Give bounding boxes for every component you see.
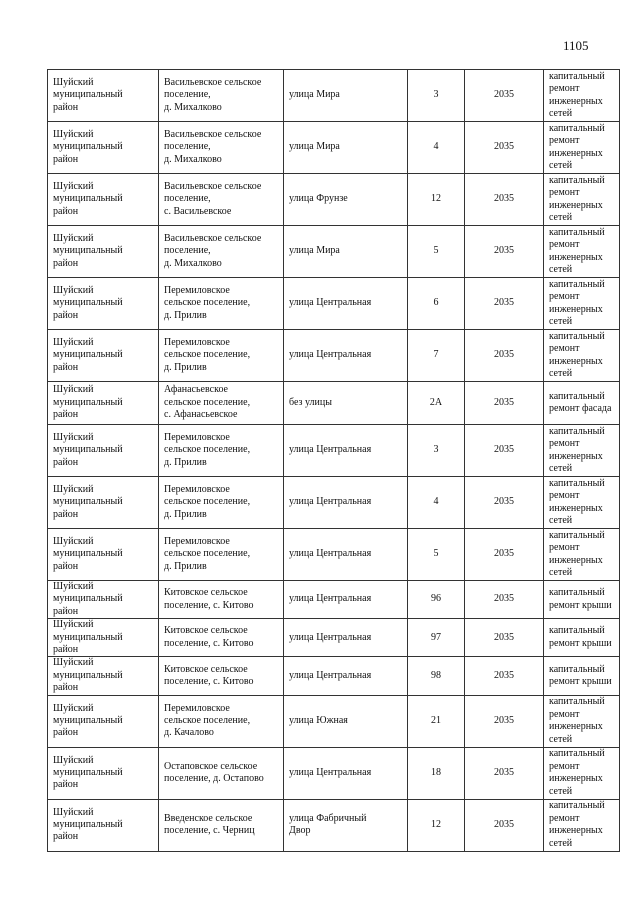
settlement-cell: [159, 477, 284, 529]
street-cell: [284, 425, 408, 477]
year-cell: [465, 799, 544, 851]
year-cell-text: 2035: [494, 89, 514, 101]
settlement-cell: [159, 382, 284, 425]
house-number-cell: [408, 799, 465, 851]
street-cell: [284, 657, 408, 695]
district-cell: [48, 657, 159, 695]
settlement-cell-text: Введенское сельское поселение, с. Черниц: [164, 812, 255, 837]
work-type-cell: [544, 581, 620, 619]
settlement-cell: [159, 122, 284, 174]
settlement-cell: [159, 70, 284, 122]
work-type-cell: [544, 657, 620, 695]
house-number-cell: [408, 226, 465, 278]
year-cell: [465, 174, 544, 226]
work-type-cell-text: капитальный ремонт инженерных сетей: [549, 748, 605, 797]
work-type-cell: [544, 174, 620, 226]
settlement-cell: [159, 330, 284, 382]
work-type-cell-text: капитальный ремонт инженерных сетей: [549, 330, 605, 379]
house-number-cell-text: 12: [431, 818, 441, 830]
district-cell-text: Шуйский муниципальный район: [53, 581, 123, 617]
district-cell-text: Шуйский муниципальный район: [53, 702, 123, 739]
year-cell-text: 2035: [494, 548, 514, 560]
house-number-cell-text: 12: [431, 193, 441, 205]
settlement-cell-text: Остаповское сельское поселение, д. Остапово: [164, 760, 264, 785]
district-cell: [48, 425, 159, 477]
street-cell-text: улица Мира: [289, 245, 340, 257]
year-cell-text: 2035: [494, 669, 514, 681]
year-cell: [465, 70, 544, 122]
work-type-cell-text: капитальный ремонт инженерных сетей: [549, 529, 605, 578]
work-type-cell: [544, 425, 620, 477]
settlement-cell-text: Китовское сельское поселение, с. Китово: [164, 663, 254, 688]
street-cell-text: улица Центральная: [289, 766, 372, 778]
street-cell: [284, 330, 408, 382]
house-number-cell-text: 97: [431, 631, 441, 643]
district-cell: [48, 747, 159, 799]
district-cell: [48, 695, 159, 747]
settlement-cell-text: Китовское сельское поселение, с. Китово: [164, 587, 254, 611]
settlement-cell-text: Перемиловское сельское поселение, д. Прилив: [164, 284, 251, 321]
district-cell-text: Шуйский муниципальный район: [53, 384, 123, 421]
work-type-cell: [544, 226, 620, 278]
table-row: [48, 122, 620, 174]
year-cell-text: 2035: [494, 193, 514, 205]
work-type-cell-text: капитальный ремонт крыши: [549, 663, 612, 688]
table-row: [48, 529, 620, 581]
house-number-cell: [408, 382, 465, 425]
year-cell: [465, 278, 544, 330]
settlement-cell-text: Китовское сельское поселение, с. Китово: [164, 625, 254, 649]
street-cell-text: улица Центральная: [289, 593, 372, 605]
year-cell: [465, 529, 544, 581]
work-type-cell-text: капитальный ремонт инженерных сетей: [549, 278, 605, 327]
work-type-cell: [544, 278, 620, 330]
work-type-cell-text: капитальный ремонт инженерных сетей: [549, 70, 605, 119]
house-number-cell: [408, 278, 465, 330]
street-cell-text: улица Фрунзе: [289, 193, 348, 205]
house-number-cell-text: 98: [431, 669, 441, 681]
house-number-cell: [408, 330, 465, 382]
work-type-cell: [544, 799, 620, 851]
house-number-cell: [408, 581, 465, 619]
house-number-cell: [408, 425, 465, 477]
work-type-cell: [544, 747, 620, 799]
street-cell-text: улица Центральная: [289, 669, 372, 681]
year-cell: [465, 695, 544, 747]
house-number-cell-text: 3: [433, 444, 439, 456]
work-type-cell-text: капитальный ремонт инженерных сетей: [549, 226, 605, 275]
year-cell: [465, 747, 544, 799]
district-cell: [48, 122, 159, 174]
year-cell-text: 2035: [494, 349, 514, 361]
year-cell: [465, 382, 544, 425]
house-number-cell: [408, 747, 465, 799]
table-row: [48, 581, 620, 619]
settlement-cell: [159, 226, 284, 278]
house-number-cell-text: 3: [433, 89, 439, 101]
year-cell-text: 2035: [494, 593, 514, 605]
street-cell-text: без улицы: [289, 396, 332, 408]
district-cell-text: Шуйский муниципальный район: [53, 180, 123, 217]
work-type-cell: [544, 330, 620, 382]
year-cell-text: 2035: [494, 714, 514, 726]
settlement-cell-text: Афанасьевское сельское поселение, с. Афанасьевское: [164, 384, 251, 421]
year-cell-text: 2035: [494, 818, 514, 830]
district-cell: [48, 330, 159, 382]
district-cell: [48, 799, 159, 851]
street-cell-text: улица Центральная: [289, 297, 372, 309]
street-cell-text: улица Мира: [289, 141, 340, 153]
table-row: [48, 657, 620, 695]
table-row: [48, 425, 620, 477]
district-cell: [48, 619, 159, 657]
street-cell-text: улица Центральная: [289, 349, 372, 361]
house-number-cell-text: 21: [431, 714, 441, 726]
table-row: [48, 330, 620, 382]
house-number-cell: [408, 529, 465, 581]
street-cell: [284, 278, 408, 330]
year-cell: [465, 226, 544, 278]
house-number-cell-text: 4: [433, 496, 439, 508]
table-row: [48, 174, 620, 226]
table-row: [48, 278, 620, 330]
street-cell-text: улица Фабричный Двор: [289, 812, 367, 837]
house-number-cell: [408, 477, 465, 529]
year-cell-text: 2035: [494, 631, 514, 643]
district-cell-text: Шуйский муниципальный район: [53, 535, 123, 572]
street-cell: [284, 226, 408, 278]
house-number-cell: [408, 619, 465, 657]
street-cell-text: улица Центральная: [289, 548, 372, 560]
work-type-cell: [544, 122, 620, 174]
work-type-cell-text: капитальный ремонт инженерных сетей: [549, 696, 605, 745]
year-cell: [465, 425, 544, 477]
work-type-cell: [544, 382, 620, 425]
settlement-cell-text: Перемиловское сельское поселение, д. Прилив: [164, 483, 251, 520]
settlement-cell-text: Васильевское сельское поселение, д. Михалково: [164, 232, 262, 269]
house-number-cell-text: 96: [431, 593, 441, 605]
house-number-cell-text: 6: [433, 297, 439, 309]
street-cell: [284, 747, 408, 799]
house-number-cell: [408, 695, 465, 747]
table-row: [48, 70, 620, 122]
street-cell: [284, 799, 408, 851]
house-number-cell: [408, 657, 465, 695]
district-cell-text: Шуйский муниципальный район: [53, 483, 123, 520]
street-cell: [284, 382, 408, 425]
year-cell-text: 2035: [494, 245, 514, 257]
settlement-cell: [159, 529, 284, 581]
street-cell: [284, 619, 408, 657]
street-cell-text: улица Центральная: [289, 496, 372, 508]
settlement-cell-text: Перемиловское сельское поселение, д. Качалово: [164, 702, 251, 739]
year-cell: [465, 657, 544, 695]
district-cell: [48, 477, 159, 529]
settlement-cell: [159, 278, 284, 330]
street-cell: [284, 122, 408, 174]
work-type-cell: [544, 70, 620, 122]
settlement-cell-text: Васильевское сельское поселение, с. Васильевское: [164, 180, 262, 217]
table-row: [48, 799, 620, 851]
street-cell: [284, 70, 408, 122]
year-cell: [465, 330, 544, 382]
street-cell: [284, 529, 408, 581]
settlement-cell: [159, 799, 284, 851]
district-cell: [48, 226, 159, 278]
settlement-cell: [159, 619, 284, 657]
work-type-cell: [544, 529, 620, 581]
district-cell: [48, 382, 159, 425]
house-number-cell: [408, 174, 465, 226]
settlement-cell: [159, 425, 284, 477]
work-type-cell-text: капитальный ремонт инженерных сетей: [549, 800, 605, 849]
settlement-cell: [159, 174, 284, 226]
year-cell: [465, 122, 544, 174]
district-cell-text: Шуйский муниципальный район: [53, 619, 123, 656]
district-cell-text: Шуйский муниципальный район: [53, 657, 123, 694]
house-number-cell-text: 7: [433, 349, 439, 361]
district-cell: [48, 174, 159, 226]
year-cell-text: 2035: [494, 297, 514, 309]
district-cell: [48, 581, 159, 619]
district-cell-text: Шуйский муниципальный район: [53, 336, 123, 373]
work-type-cell-text: капитальный ремонт крыши: [549, 587, 612, 611]
street-cell-text: улица Южная: [289, 714, 348, 726]
settlement-cell-text: Перемиловское сельское поселение, д. Прилив: [164, 535, 251, 572]
repair-schedule-table: [47, 69, 620, 852]
year-cell-text: 2035: [494, 396, 514, 408]
work-type-cell: [544, 619, 620, 657]
settlement-cell-text: Васильевское сельское поселение, д. Михалково: [164, 128, 262, 165]
house-number-cell: [408, 70, 465, 122]
table-row: [48, 477, 620, 529]
year-cell-text: 2035: [494, 444, 514, 456]
work-type-cell-text: капитальный ремонт крыши: [549, 625, 612, 649]
street-cell: [284, 581, 408, 619]
work-type-cell-text: капитальный ремонт инженерных сетей: [549, 477, 605, 526]
settlement-cell-text: Перемиловское сельское поселение, д. Прилив: [164, 431, 251, 468]
work-type-cell-text: капитальный ремонт инженерных сетей: [549, 174, 605, 223]
district-cell-text: Шуйский муниципальный район: [53, 806, 123, 843]
settlement-cell: [159, 695, 284, 747]
district-cell: [48, 70, 159, 122]
year-cell: [465, 581, 544, 619]
street-cell: [284, 174, 408, 226]
house-number-cell: [408, 122, 465, 174]
settlement-cell: [159, 581, 284, 619]
table-row: [48, 747, 620, 799]
year-cell: [465, 477, 544, 529]
district-cell: [48, 278, 159, 330]
table-row: [48, 619, 620, 657]
house-number-cell-text: 4: [433, 141, 439, 153]
year-cell-text: 2035: [494, 766, 514, 778]
street-cell: [284, 477, 408, 529]
settlement-cell: [159, 657, 284, 695]
year-cell-text: 2035: [494, 496, 514, 508]
house-number-cell-text: 5: [433, 548, 439, 560]
table-row: [48, 695, 620, 747]
district-cell-text: Шуйский муниципальный район: [53, 128, 123, 165]
settlement-cell: [159, 747, 284, 799]
district-cell-text: Шуйский муниципальный район: [53, 754, 123, 791]
house-number-cell-text: 2А: [429, 396, 443, 408]
settlement-cell-text: Перемиловское сельское поселение, д. Прилив: [164, 336, 251, 373]
district-cell-text: Шуйский муниципальный район: [53, 76, 123, 113]
house-number-cell-text: 5: [433, 245, 439, 257]
work-type-cell: [544, 477, 620, 529]
district-cell-text: Шуйский муниципальный район: [53, 232, 123, 269]
work-type-cell-text: капитальный ремонт фасада: [549, 390, 612, 414]
page-number: 1105: [563, 38, 589, 53]
street-cell-text: улица Мира: [289, 89, 340, 101]
district-cell: [48, 529, 159, 581]
work-type-cell-text: капитальный ремонт инженерных сетей: [549, 425, 605, 474]
street-cell-text: улица Центральная: [289, 631, 372, 643]
work-type-cell: [544, 695, 620, 747]
table-row: [48, 382, 620, 425]
street-cell: [284, 695, 408, 747]
house-number-cell-text: 18: [431, 766, 441, 778]
settlement-cell-text: Васильевское сельское поселение, д. Михалково: [164, 76, 262, 113]
year-cell: [465, 619, 544, 657]
street-cell-text: улица Центральная: [289, 444, 372, 456]
district-cell-text: Шуйский муниципальный район: [53, 431, 123, 468]
year-cell-text: 2035: [494, 141, 514, 153]
district-cell-text: Шуйский муниципальный район: [53, 284, 123, 321]
work-type-cell-text: капитальный ремонт инженерных сетей: [549, 122, 605, 171]
table-row: [48, 226, 620, 278]
